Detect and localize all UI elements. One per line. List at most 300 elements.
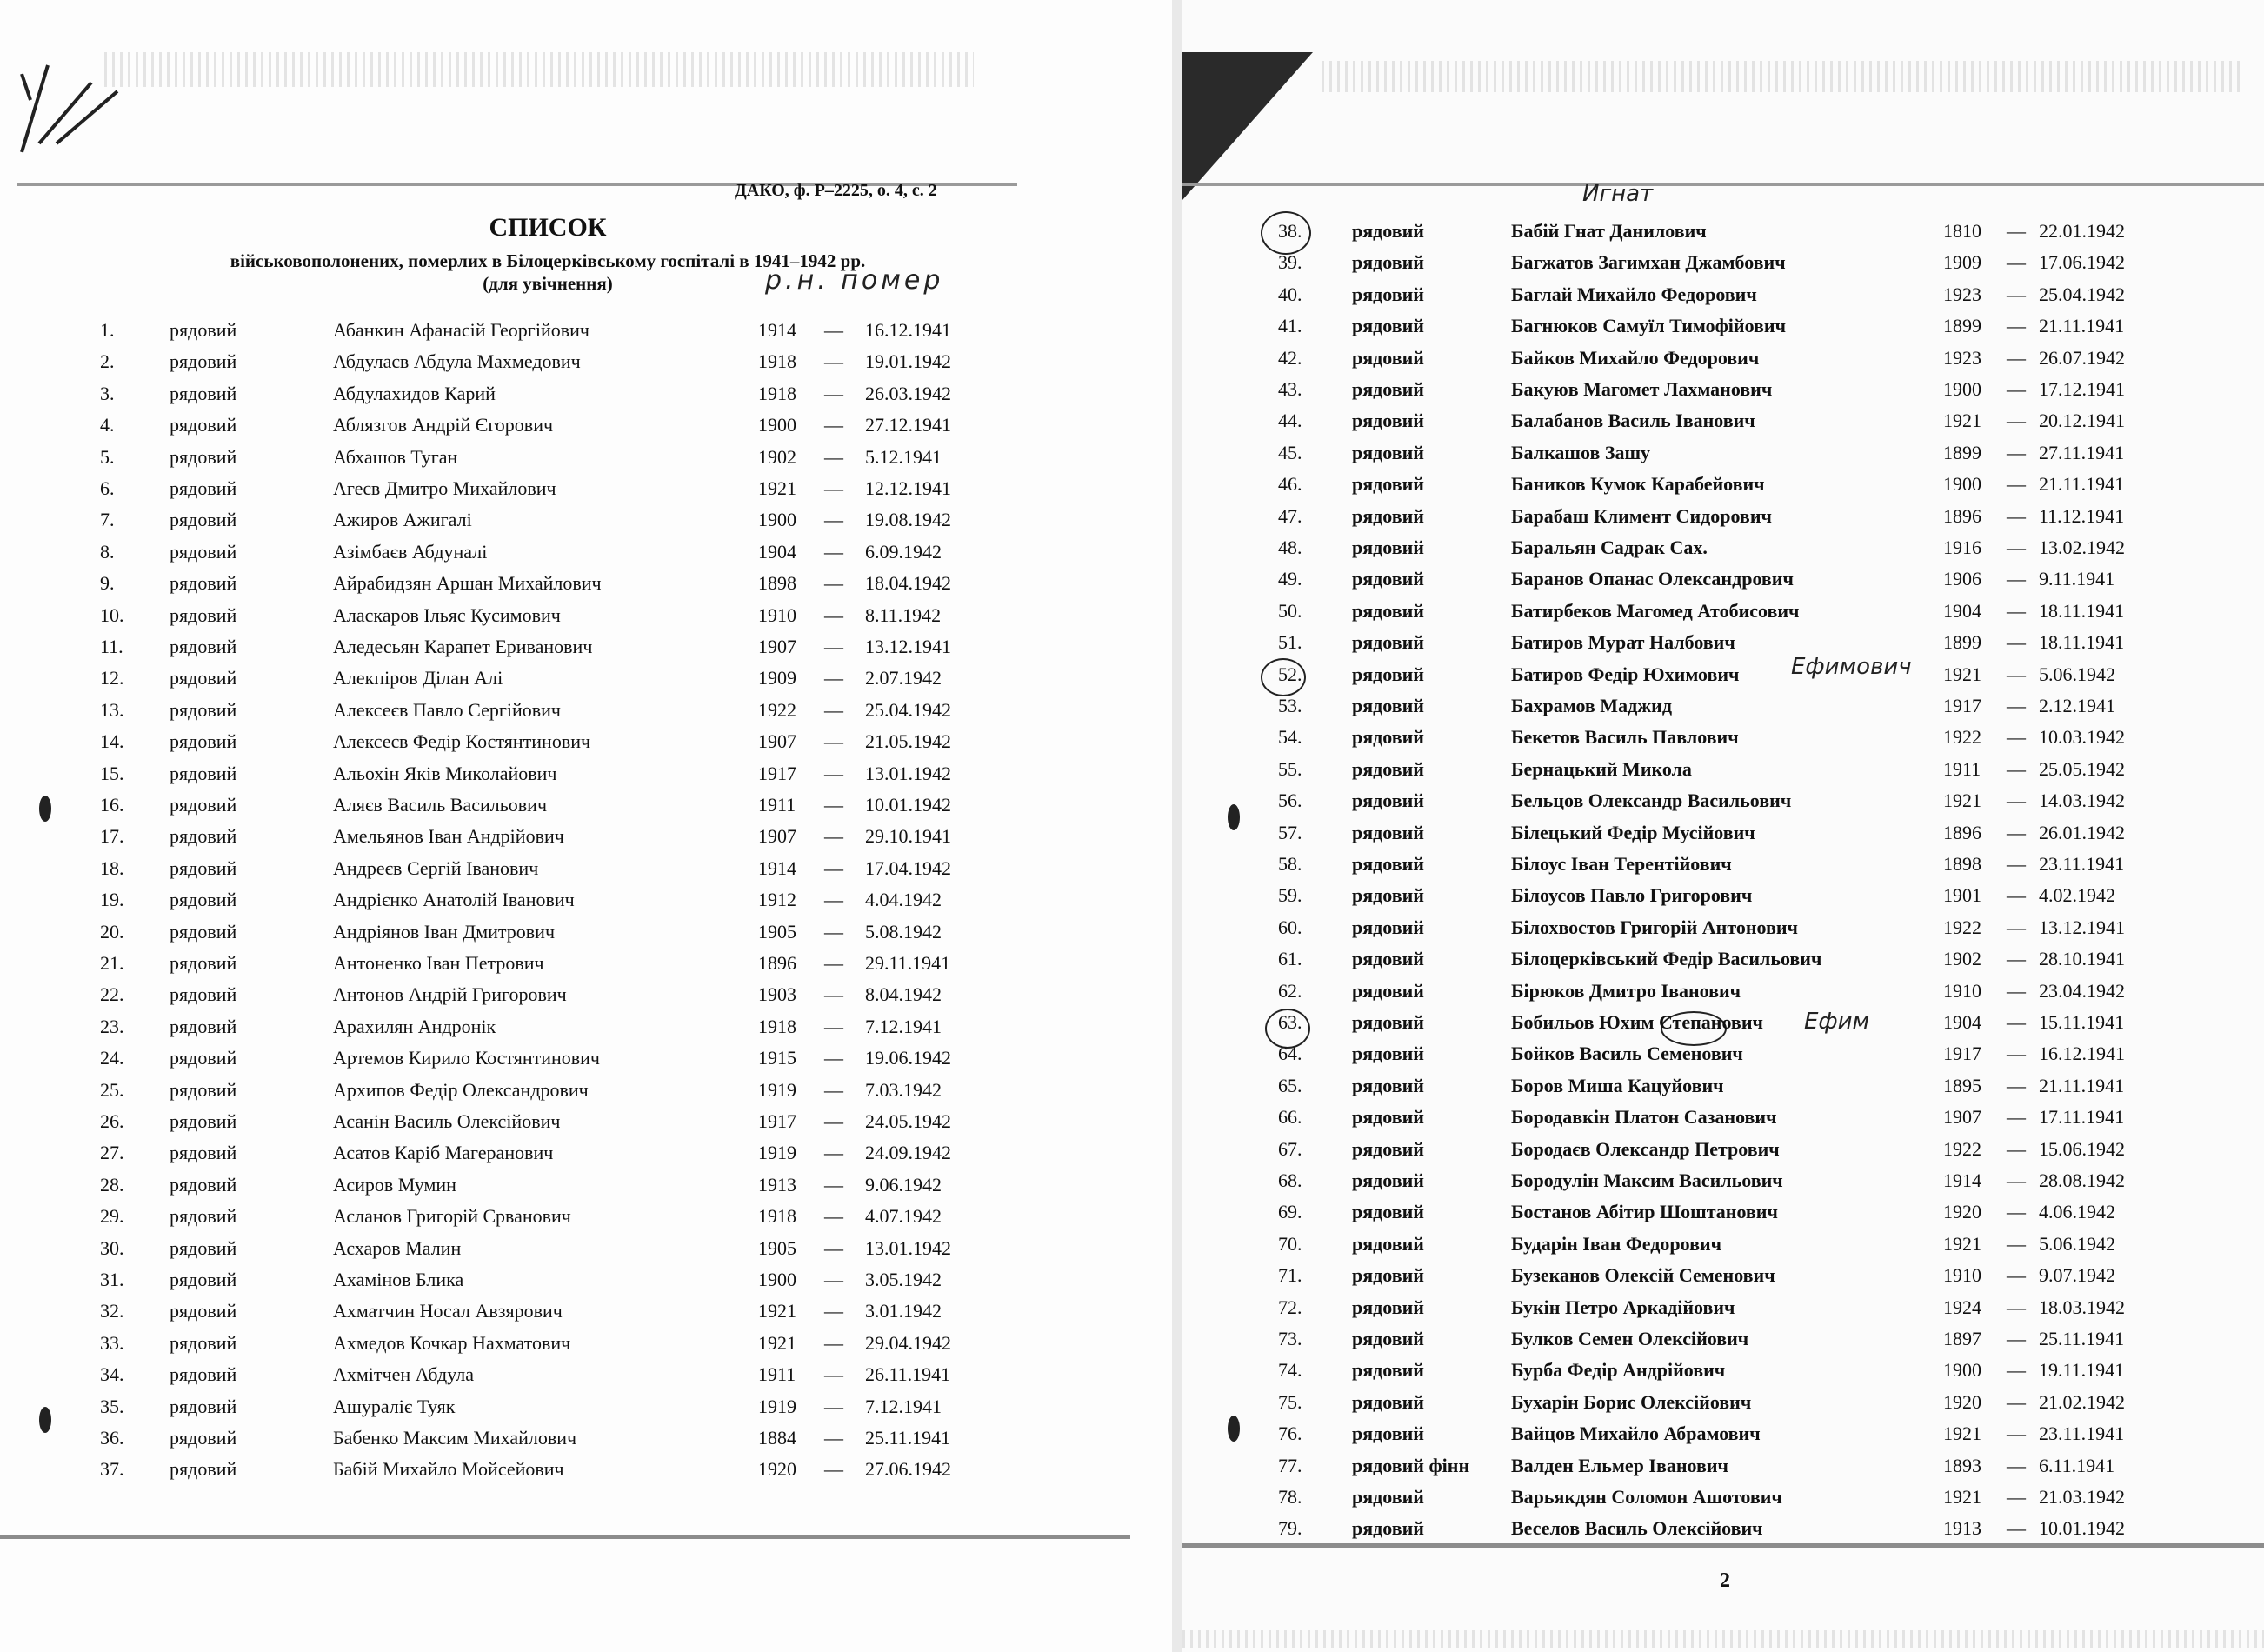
table-row [0, 1359, 1078, 1390]
birth-year-cell: 1919 [758, 1142, 796, 1164]
name-cell: Багжатов Загимхан Джамбович [1511, 251, 1786, 274]
dash-cell: — [824, 1300, 843, 1322]
row-number: 30. [100, 1236, 124, 1259]
name-cell: Аляєв Василь Васильович [333, 794, 548, 816]
right-page [1182, 0, 2264, 1652]
birth-year-cell: 1896 [1943, 821, 1981, 843]
birth-year-cell: 1907 [1943, 1106, 1981, 1129]
death-date-cell: 25.04.1942 [865, 698, 951, 721]
dash-cell: — [824, 477, 843, 499]
row-number: 3. [100, 382, 115, 404]
row-number: 68. [1278, 1169, 1302, 1191]
row-number: 24. [100, 1047, 124, 1069]
death-date-cell: 13.01.1942 [865, 762, 951, 784]
birth-year-cell: 1922 [758, 698, 796, 721]
row-number: 78. [1278, 1486, 1302, 1508]
dash-cell: — [824, 698, 843, 721]
table-row [0, 821, 1078, 852]
death-date-cell: 19.06.1942 [865, 1047, 951, 1069]
table-row [0, 442, 1078, 473]
rank-cell: рядовий [170, 1205, 237, 1228]
rank-cell: рядовий [1352, 916, 1424, 938]
rank-cell: рядовий [1352, 1264, 1424, 1287]
dash-cell: — [824, 1363, 843, 1386]
dash-cell: — [2007, 1296, 2026, 1318]
name-cell: Аледесьян Карапет Ериванович [333, 636, 593, 657]
row-number: 37. [100, 1458, 124, 1481]
dash-cell: — [824, 382, 843, 404]
rank-cell: рядовий [1352, 504, 1424, 527]
death-date-cell: 28.08.1942 [2039, 1169, 2125, 1191]
row-number: 9. [100, 572, 115, 595]
table-row [0, 631, 1078, 663]
dash-cell: — [824, 1205, 843, 1228]
name-cell: Алексеєв Павло Сергійович [333, 698, 561, 721]
row-number: 43. [1278, 378, 1302, 400]
name-cell: Антонов Андрій Григорович [333, 983, 567, 1006]
death-date-cell: 24.09.1942 [865, 1142, 951, 1164]
name-cell: Архипов Федір Олександрович [333, 1078, 589, 1101]
table-row [1182, 343, 2261, 374]
table-row [1182, 912, 2261, 943]
row-number: 42. [1278, 346, 1302, 369]
birth-year-cell: 1917 [1943, 695, 1981, 716]
birth-year-cell: 1918 [758, 382, 796, 404]
name-cell: Бобильов Юхим Степанович [1511, 1011, 1763, 1033]
name-cell: Баральян Садрак Сах. [1511, 536, 1708, 558]
birth-year-cell: 1905 [758, 1236, 796, 1259]
name-cell: Алексеєв Федір Костянтинович [333, 730, 591, 753]
name-cell: Батиров Федір Юхимович [1511, 663, 1740, 685]
row-number: 8. [100, 540, 115, 563]
dash-cell: — [2007, 726, 2026, 749]
row-number: 2. [100, 350, 115, 373]
table-row [1182, 690, 2261, 722]
death-date-cell: 21.11.1941 [2039, 315, 2125, 337]
row-number: 22. [100, 983, 124, 1006]
table-row [1182, 532, 2261, 563]
birth-year-cell: 1911 [1943, 757, 1981, 780]
death-date-cell: 4.06.1942 [2039, 1201, 2115, 1223]
rank-cell: рядовий [1352, 1328, 1424, 1349]
birth-year-cell: 1919 [758, 1078, 796, 1101]
bottom-rule-right [1182, 1543, 2264, 1548]
birth-year-cell: 1910 [1943, 1264, 1981, 1287]
birth-year-cell: 1921 [1943, 1232, 1981, 1255]
death-date-cell: 21.02.1942 [2039, 1390, 2125, 1413]
dash-cell: — [2007, 1422, 2026, 1445]
row-number: 7. [100, 509, 115, 531]
death-date-cell: 25.04.1942 [2039, 283, 2125, 305]
page-gutter [1172, 0, 1182, 1652]
rank-cell: рядовий [170, 572, 237, 595]
dash-cell: — [824, 889, 843, 911]
table-row [1182, 279, 2261, 310]
rank-cell: рядовий [1352, 599, 1424, 622]
death-date-cell: 17.12.1941 [2039, 378, 2125, 400]
death-date-cell: 12.12.1941 [865, 477, 951, 499]
dash-cell: — [824, 856, 843, 879]
birth-year-cell: 1913 [1943, 1517, 1981, 1540]
dash-cell: — [2007, 536, 2026, 558]
row-number: 15. [100, 762, 124, 784]
name-cell: Арахилян Андронік [333, 1015, 496, 1037]
scan-noise [1322, 61, 2243, 92]
row-number: 45. [1278, 441, 1302, 463]
row-number: 10. [100, 603, 124, 626]
row-number: 33. [100, 1331, 124, 1354]
birth-year-cell: 1904 [758, 540, 796, 563]
name-cell: Багнюков Самуїл Тимофійович [1511, 315, 1786, 337]
dash-cell: — [2007, 378, 2026, 400]
dash-cell: — [2007, 853, 2026, 875]
rank-cell: рядовий [170, 382, 237, 404]
row-number: 75. [1278, 1390, 1302, 1413]
death-date-cell: 23.04.1942 [2039, 979, 2125, 1002]
death-date-cell: 18.11.1941 [2039, 599, 2125, 622]
row-number: 6. [100, 477, 115, 499]
death-date-cell: 3.05.1942 [865, 1269, 942, 1290]
row-number: 74. [1278, 1359, 1302, 1382]
rank-cell: рядовий [170, 825, 237, 848]
table-row [0, 1201, 1078, 1232]
dash-cell: — [824, 1015, 843, 1037]
rank-cell: рядовий [1352, 884, 1424, 907]
rank-cell: рядовий [1352, 346, 1424, 369]
name-cell: Балкашов Зашу [1511, 441, 1651, 463]
death-date-cell: 27.11.1941 [2039, 441, 2125, 463]
table-row [0, 758, 1078, 789]
dash-cell: — [824, 1236, 843, 1259]
rank-cell: рядовий [1352, 979, 1424, 1002]
birth-year-cell: 1918 [758, 1015, 796, 1037]
row-number: 46. [1278, 473, 1302, 496]
name-cell: Асхаров Малин [333, 1236, 462, 1259]
birth-year-cell: 1899 [1943, 631, 1981, 654]
rank-cell: рядовий [1352, 663, 1424, 685]
birth-year-cell: 1912 [758, 889, 796, 911]
birth-year-cell: 1923 [1943, 283, 1981, 305]
dash-cell: — [2007, 916, 2026, 938]
rank-cell: рядовий [170, 1078, 237, 1101]
birth-year-cell: 1921 [1943, 789, 1981, 812]
death-date-cell: 27.12.1941 [865, 414, 951, 436]
table-row [1182, 1450, 2261, 1482]
birth-year-cell: 1907 [758, 730, 796, 753]
dash-cell: — [2007, 1454, 2026, 1476]
table-row [0, 1075, 1078, 1106]
birth-year-cell: 1810 [1943, 220, 1981, 242]
name-cell: Аблязгов Андрій Єгорович [333, 414, 554, 436]
row-number: 54. [1278, 726, 1302, 749]
death-date-cell: 7.03.1942 [865, 1078, 942, 1101]
birth-year-cell: 1909 [1943, 251, 1981, 274]
birth-year-cell: 1900 [1943, 473, 1981, 496]
rank-cell: рядовий [1352, 410, 1424, 432]
row-number: 27. [100, 1142, 124, 1164]
dash-cell: — [824, 667, 843, 689]
top-rule-right [1182, 183, 2264, 186]
row-number: 5. [100, 445, 115, 468]
dash-cell: — [824, 350, 843, 373]
row-number: 64. [1278, 1042, 1302, 1065]
birth-year-cell: 1909 [758, 667, 796, 689]
name-cell: Білоцерківський Федір Васильович [1511, 948, 1822, 970]
table-row [0, 473, 1078, 504]
table-row [1182, 1007, 2261, 1038]
row-number: 32. [100, 1300, 124, 1322]
death-date-cell: 29.10.1941 [865, 825, 951, 848]
rank-cell: рядовий [1352, 757, 1424, 780]
row-number: 66. [1278, 1106, 1302, 1129]
birth-year-cell: 1900 [1943, 378, 1981, 400]
rank-cell: рядовий [1352, 1137, 1424, 1160]
birth-year-cell: 1914 [758, 319, 796, 341]
table-row [0, 410, 1078, 441]
rank-cell: рядовий [170, 794, 237, 816]
death-date-cell: 10.01.1942 [865, 794, 951, 816]
table-row [1182, 1513, 2261, 1544]
rank-cell: рядовий [170, 1427, 237, 1449]
death-date-cell: 20.12.1941 [2039, 410, 2125, 432]
table-row [1182, 722, 2261, 753]
dash-cell: — [824, 1269, 843, 1290]
birth-year-cell: 1905 [758, 920, 796, 943]
death-date-cell: 25.05.1942 [2039, 757, 2125, 780]
death-date-cell: 11.12.1941 [2039, 504, 2125, 527]
rank-cell: рядовий [1352, 1169, 1424, 1191]
death-date-cell: 7.12.1941 [865, 1395, 942, 1417]
list-note: (для увічнення) [483, 273, 613, 294]
death-date-cell: 26.07.1942 [2039, 346, 2125, 369]
dash-cell: — [2007, 1201, 2026, 1223]
rank-cell: рядовий [1352, 251, 1424, 274]
table-row [0, 789, 1078, 821]
dash-cell: — [824, 825, 843, 848]
rank-cell: рядовий [1352, 568, 1424, 590]
death-date-cell: 13.12.1941 [2039, 916, 2125, 938]
name-cell: Айрабидзян Аршан Михайлович [333, 572, 602, 595]
row-number: 53. [1278, 695, 1302, 716]
table-row [0, 1011, 1078, 1042]
name-cell: Білохвостов Григорій Антонович [1511, 916, 1798, 938]
death-date-cell: 16.12.1941 [2039, 1042, 2125, 1065]
name-cell: Бородаєв Олександр Петрович [1511, 1137, 1780, 1160]
rank-cell: рядовий [170, 1047, 237, 1069]
death-date-cell: 17.11.1941 [2039, 1106, 2125, 1129]
birth-year-cell: 1896 [1943, 504, 1981, 527]
name-cell: Агеєв Дмитро Михайлович [333, 477, 556, 499]
birth-year-cell: 1918 [758, 1205, 796, 1228]
rank-cell: рядовий [1352, 220, 1424, 242]
rank-cell: рядовий [170, 540, 237, 563]
table-row [1182, 1070, 2261, 1102]
name-cell: Антоненко Іван Петрович [333, 952, 544, 974]
archive-reference: ДАКО, ф. Р–2225, о. 4, с. 2 [735, 181, 937, 200]
row-number: 14. [100, 730, 124, 753]
rank-cell: рядовий [170, 698, 237, 721]
rank-cell: рядовий [1352, 1296, 1424, 1318]
birth-year-cell: 1920 [1943, 1390, 1981, 1413]
row-number: 23. [100, 1015, 124, 1037]
birth-year-cell: 1921 [758, 477, 796, 499]
name-cell: Бухарін Борис Олексійович [1511, 1390, 1752, 1413]
death-date-cell: 24.05.1942 [865, 1110, 951, 1132]
name-cell: Бекетов Василь Павлович [1511, 726, 1739, 749]
rank-cell: рядовий [170, 319, 237, 341]
death-date-cell: 2.07.1942 [865, 667, 942, 689]
row-number: 65. [1278, 1074, 1302, 1096]
row-number: 56. [1278, 789, 1302, 812]
name-cell: Бородавкін Платон Сазанович [1511, 1106, 1777, 1129]
folded-corner-icon [1182, 52, 1313, 200]
birth-year-cell: 1922 [1943, 726, 1981, 749]
table-row [1182, 247, 2261, 278]
birth-year-cell: 1919 [758, 1395, 796, 1417]
dash-cell: — [824, 1331, 843, 1354]
birth-year-cell: 1921 [1943, 663, 1981, 685]
dash-cell: — [824, 1395, 843, 1417]
rank-cell: рядовий [1352, 1390, 1424, 1413]
birth-year-cell: 1910 [758, 603, 796, 626]
table-row [0, 695, 1078, 726]
death-date-cell: 22.01.1942 [2039, 220, 2125, 242]
death-date-cell: 4.07.1942 [865, 1205, 942, 1228]
page-number: 2 [1720, 1569, 1730, 1592]
dash-cell: — [824, 540, 843, 563]
rank-cell: рядовий [170, 1458, 237, 1481]
death-date-cell: 5.08.1942 [865, 920, 942, 943]
rank-cell: рядовий [1352, 473, 1424, 496]
table-row [0, 853, 1078, 884]
birth-year-cell: 1899 [1943, 441, 1981, 463]
birth-year-cell: 1896 [758, 952, 796, 974]
birth-year-cell: 1897 [1943, 1328, 1981, 1349]
death-date-cell: 5.06.1942 [2039, 663, 2115, 685]
dash-cell: — [2007, 410, 2026, 432]
table-row [0, 1137, 1078, 1169]
name-cell: Ахмітчен Абдула [333, 1363, 475, 1386]
rank-cell: рядовий [1352, 1074, 1424, 1096]
birth-year-cell: 1923 [1943, 346, 1981, 369]
handwritten-annotation-row63: Ефим [1804, 1009, 1870, 1035]
table-row [1182, 1229, 2261, 1260]
rank-cell: рядовий [170, 983, 237, 1006]
row-number: 59. [1278, 884, 1302, 907]
table-row [1182, 405, 2261, 436]
name-cell: Ашураліє Туяк [333, 1395, 456, 1417]
birth-year-cell: 1903 [758, 983, 796, 1006]
name-cell: Білоусов Павло Григорович [1511, 884, 1753, 907]
death-date-cell: 26.01.1942 [2039, 821, 2125, 843]
death-date-cell: 8.11.1942 [865, 603, 942, 626]
row-number: 11. [100, 636, 123, 657]
birth-year-cell: 1884 [758, 1427, 796, 1449]
death-date-cell: 9.07.1942 [2039, 1264, 2115, 1287]
death-date-cell: 4.04.1942 [865, 889, 942, 911]
death-date-cell: 29.04.1942 [865, 1331, 951, 1354]
birth-year-cell: 1920 [1943, 1201, 1981, 1223]
table-row [0, 1296, 1078, 1327]
dash-cell: — [2007, 1137, 2026, 1160]
table-row [0, 663, 1078, 694]
dash-cell: — [824, 730, 843, 753]
table-row [0, 1454, 1078, 1485]
row-number: 38. [1278, 220, 1302, 242]
table-row [1182, 596, 2261, 627]
death-date-cell: 23.11.1941 [2039, 853, 2125, 875]
dash-cell: — [824, 1427, 843, 1449]
dash-cell: — [2007, 1106, 2026, 1129]
rank-cell: рядовий [1352, 1201, 1424, 1223]
table-row [1182, 1482, 2261, 1513]
row-number: 26. [100, 1110, 124, 1132]
dash-cell: — [2007, 1517, 2026, 1540]
rank-cell: рядовий [170, 1110, 237, 1132]
death-date-cell: 13.02.1942 [2039, 536, 2125, 558]
rank-cell: рядовий [170, 636, 237, 657]
dash-cell: — [2007, 441, 2026, 463]
name-cell: Ахмедов Кочкар Нахматович [333, 1331, 571, 1354]
name-cell: Бірюков Дмитро Іванович [1511, 979, 1741, 1002]
birth-year-cell: 1921 [1943, 1422, 1981, 1445]
row-number: 18. [100, 856, 124, 879]
rank-cell: рядовий [1352, 853, 1424, 875]
birth-year-cell: 1922 [1943, 1137, 1981, 1160]
dash-cell: — [824, 794, 843, 816]
dash-cell: — [2007, 599, 2026, 622]
death-date-cell: 5.12.1941 [865, 445, 942, 468]
handwritten-annotation-row52: Ефимович [1791, 654, 1912, 680]
birth-year-cell: 1917 [1943, 1042, 1981, 1065]
rank-cell: рядовий [1352, 315, 1424, 337]
death-date-cell: 6.11.1941 [2039, 1454, 2115, 1476]
name-cell: Бабій Михайло Мойсейович [333, 1458, 564, 1481]
name-cell: Барабаш Климент Сидорович [1511, 504, 1772, 527]
name-cell: Бакуюв Магомет Лахманович [1511, 378, 1773, 400]
dash-cell: — [824, 603, 843, 626]
table-row [1182, 754, 2261, 785]
birth-year-cell: 1918 [758, 350, 796, 373]
rank-cell: рядовий [170, 1269, 237, 1290]
name-cell: Балабанов Василь Іванович [1511, 410, 1755, 432]
row-number: 35. [100, 1395, 124, 1417]
dash-cell: — [2007, 1390, 2026, 1413]
dash-cell: — [824, 1142, 843, 1164]
table-row [1182, 216, 2261, 247]
list-subtitle: військовополонених, померлих в Білоцерківському госпіталі в 1941–1942 рр. [230, 250, 866, 271]
table-row [1182, 1134, 2261, 1165]
name-cell: Вайцов Михайло Абрамович [1511, 1422, 1761, 1445]
name-cell: Ажиров Ажигалі [333, 509, 472, 531]
table-row [1182, 469, 2261, 500]
rank-cell: рядовий [170, 414, 237, 436]
death-date-cell: 26.03.1942 [865, 382, 951, 404]
table-row [1182, 1196, 2261, 1228]
row-number: 4. [100, 414, 115, 436]
name-cell: Веселов Василь Олексійович [1511, 1517, 1763, 1540]
table-row [0, 916, 1078, 948]
row-number: 63. [1278, 1011, 1302, 1033]
name-cell: Боров Миша Кацуйович [1511, 1074, 1724, 1096]
birth-year-cell: 1922 [1943, 916, 1981, 938]
table-row [1182, 1323, 2261, 1355]
rank-cell: рядовий [170, 477, 237, 499]
name-cell: Асланов Григорій Єрванович [333, 1205, 571, 1228]
birth-year-cell: 1895 [1943, 1074, 1981, 1096]
birth-year-cell: 1902 [758, 445, 796, 468]
row-number: 70. [1278, 1232, 1302, 1255]
